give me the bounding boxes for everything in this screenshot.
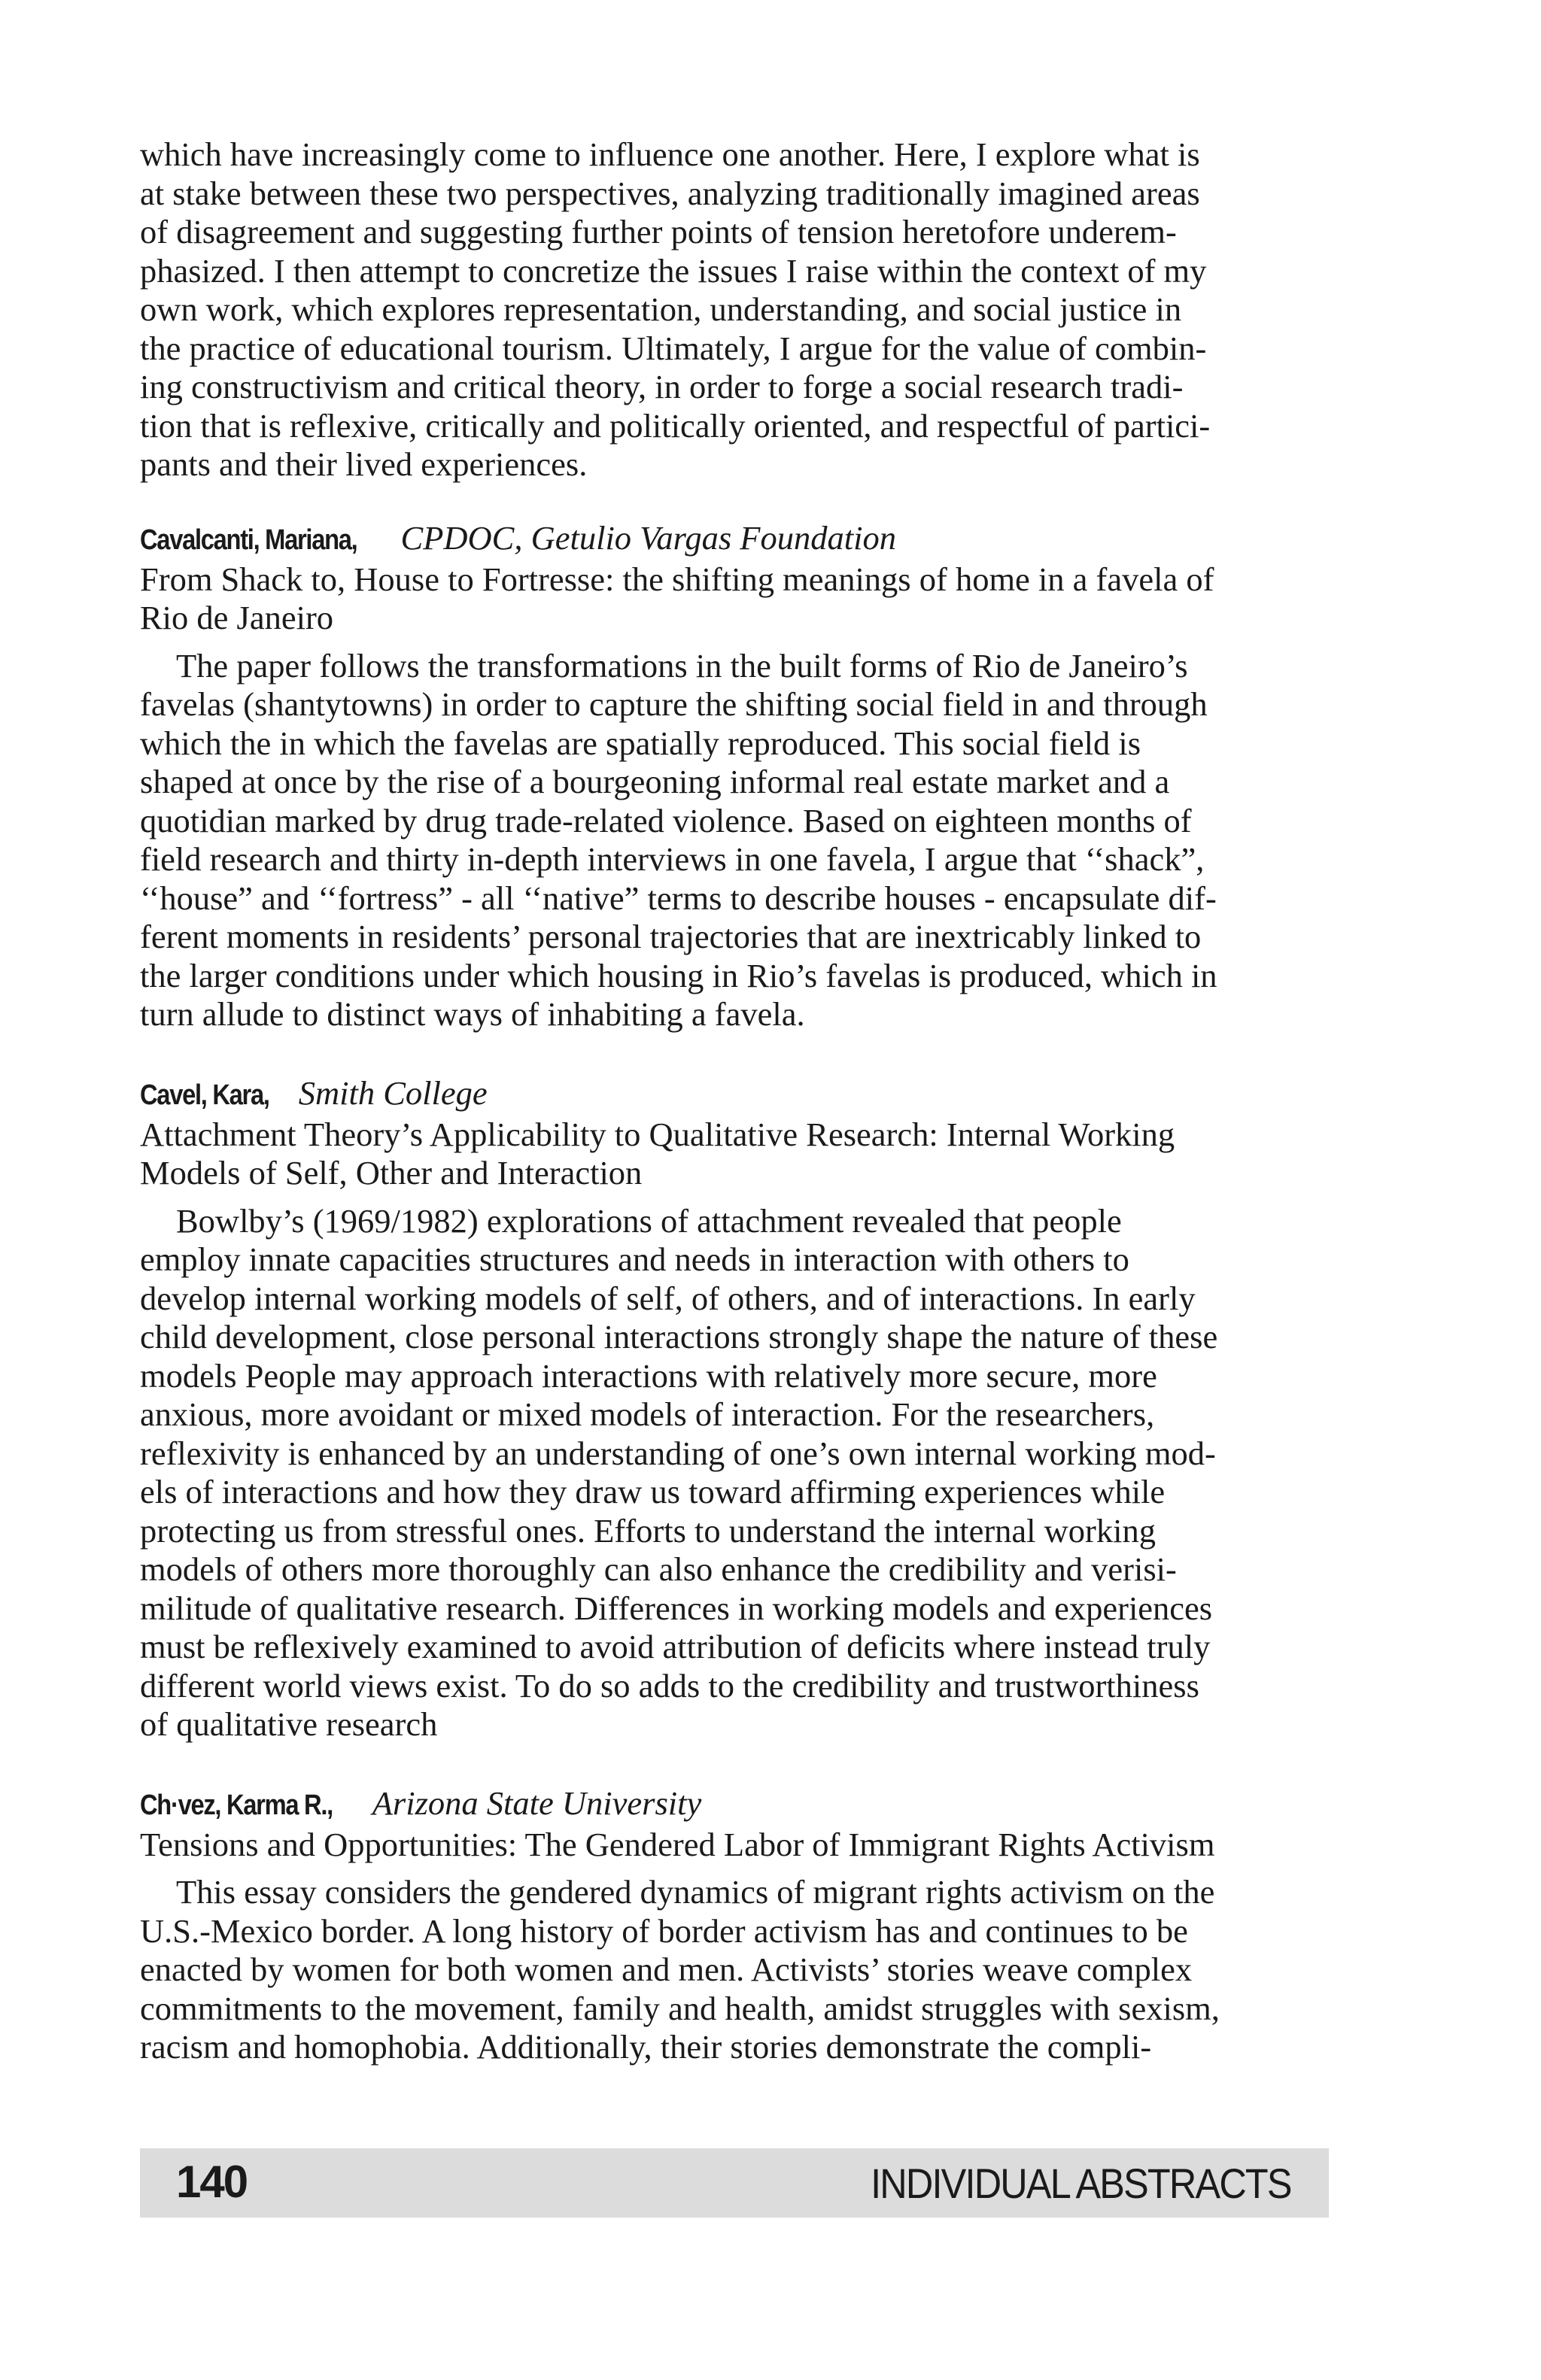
abstract-line: els of interactions and how they draw us toward affirming experiences while <box>140 1473 1166 1510</box>
entry-heading <box>140 1784 1220 1826</box>
abstract-line: Bowlby’s (1969/1982) explorations of attachment revealed that people <box>176 1201 1122 1240</box>
author-affiliation: Smith College <box>298 1074 488 1112</box>
abstract-line: turn allude to distinct ways of inhabiting a favela. <box>140 995 805 1033</box>
entry-title: From Shack to, House to Fortresse: the shifting meanings of home in a favela of <box>140 560 1214 598</box>
abstract-line: U.S.-Mexico border. A long history of border activism has and continues to be <box>140 1911 1188 1950</box>
text-line: own work, which explores representation, understanding, and social justice in <box>140 290 1182 328</box>
text-line: pants and their lived experiences. <box>140 445 588 483</box>
entry-title: Tensions and Opportunities: The Gendered Labor of Immigrant Rights Activism <box>140 1825 1215 1863</box>
abstract-line: child development, close personal interactions strongly shape the nature of these <box>140 1318 1218 1355</box>
text-line: of disagreement and suggesting further points of tension heretofore underem- <box>140 213 1177 250</box>
page-footer <box>140 2148 1329 2218</box>
author-name: Cavalcanti, Mariana, <box>140 524 357 556</box>
abstract-line: ferent moments in residents’ personal trajectories that are inextricably linked to <box>140 918 1202 955</box>
abstract-line: employ innate capacities structures and needs in interaction with others to <box>140 1240 1129 1278</box>
abstract-line: militude of qualitative research. Differences in working models and experiences <box>140 1589 1213 1627</box>
text-line: phasized. I then attempt to concretize the issues I raise within the context of my <box>140 251 1207 290</box>
text-line: ing constructivism and critical theory, in order to forge a social research tradi- <box>140 368 1184 405</box>
author-affiliation: Arizona State University <box>372 1784 702 1822</box>
abstract-line: favelas (shantytowns) in order to capture the shifting social field in and through <box>140 685 1208 723</box>
abstract-line: models of others more thoroughly can also enhance the credibility and verisi- <box>140 1550 1177 1588</box>
section-title: INDIVIDUAL ABSTRACTS <box>871 2160 1291 2207</box>
text-line: at stake between these two perspectives, analyzing traditionally imagined areas <box>140 174 1200 212</box>
text-line: which have increasingly come to influence one another. Here, I explore what is <box>140 135 1200 173</box>
abstract-line: The paper follows the transformations in the built forms of Rio de Janeiro’s <box>176 646 1188 685</box>
abstract-entry <box>140 1784 1220 2067</box>
abstract-line: This essay considers the gendered dynamics of migrant rights activism on the <box>176 1873 1215 1911</box>
entry-heading <box>140 1074 1217 1116</box>
abstract-line: commitments to the movement, family and health, amidst struggles with sexism, <box>140 1989 1220 2027</box>
abstract-entry <box>140 1074 1217 1744</box>
abstract-line: different world views exist. To do so adds to the credibility and trustworthiness <box>140 1666 1199 1705</box>
abstract-entry <box>140 519 1217 1034</box>
abstract-line: racism and homophobia. Additionally, their stories demonstrate the compli- <box>140 2028 1152 2066</box>
author-name: Cavel, Kara, <box>140 1079 269 1111</box>
abstract-line: which the in which the favelas are spatially reproduced. This social field is <box>140 724 1141 762</box>
abstract-line: of qualitative research <box>140 1705 438 1743</box>
entry-heading <box>140 519 1217 560</box>
author-affiliation: CPDOC, Getulio Vargas Foundation <box>400 519 896 557</box>
author-name: Ch·vez, Karma R., <box>140 1790 333 1821</box>
page-number: 140 <box>176 2157 248 2207</box>
text-line: tion that is reflexive, critically and politically oriented, and respectful of partici- <box>140 406 1211 445</box>
abstract-line: shaped at once by the rise of a bourgeoning informal real estate market and a <box>140 763 1170 800</box>
abstract-line: reflexivity is enhanced by an understanding of one’s own internal working mod- <box>140 1434 1216 1472</box>
entry-title: Models of Self, Other and Interaction <box>140 1154 643 1192</box>
intro-paragraph <box>140 135 1210 484</box>
abstract-line: enacted by women for both women and men. Activists’ stories weave complex <box>140 1950 1193 1988</box>
entry-title: Rio de Janeiro <box>140 599 334 636</box>
abstract-line: the larger conditions under which housing in Rio’s favelas is produced, which in <box>140 956 1217 994</box>
abstract-line: develop internal working models of self, of others, and of interactions. In early <box>140 1279 1196 1317</box>
abstract-line: quotidian marked by drug trade-related violence. Based on eighteen months of <box>140 801 1192 839</box>
abstract-line: ‘‘house” and ‘‘fortress” - all ‘‘native” terms to describe houses - encapsulate dif- <box>140 879 1217 917</box>
abstract-line: field research and thirty in-depth interviews in one favela, I argue that ‘‘shack”, <box>140 840 1205 878</box>
entry-title: Attachment Theory’s Applicability to Qualitative Research: Internal Working <box>140 1115 1175 1153</box>
abstract-line: must be reflexively examined to avoid attribution of deficits where instead truly <box>140 1628 1211 1665</box>
abstract-line: models People may approach interactions with relatively more secure, more <box>140 1356 1157 1395</box>
abstract-line: protecting us from stressful ones. Efforts to understand the internal working <box>140 1511 1156 1550</box>
abstract-line: anxious, more avoidant or mixed models of interaction. For the researchers, <box>140 1395 1155 1433</box>
text-line: the practice of educational tourism. Ultimately, I argue for the value of combin- <box>140 329 1207 367</box>
